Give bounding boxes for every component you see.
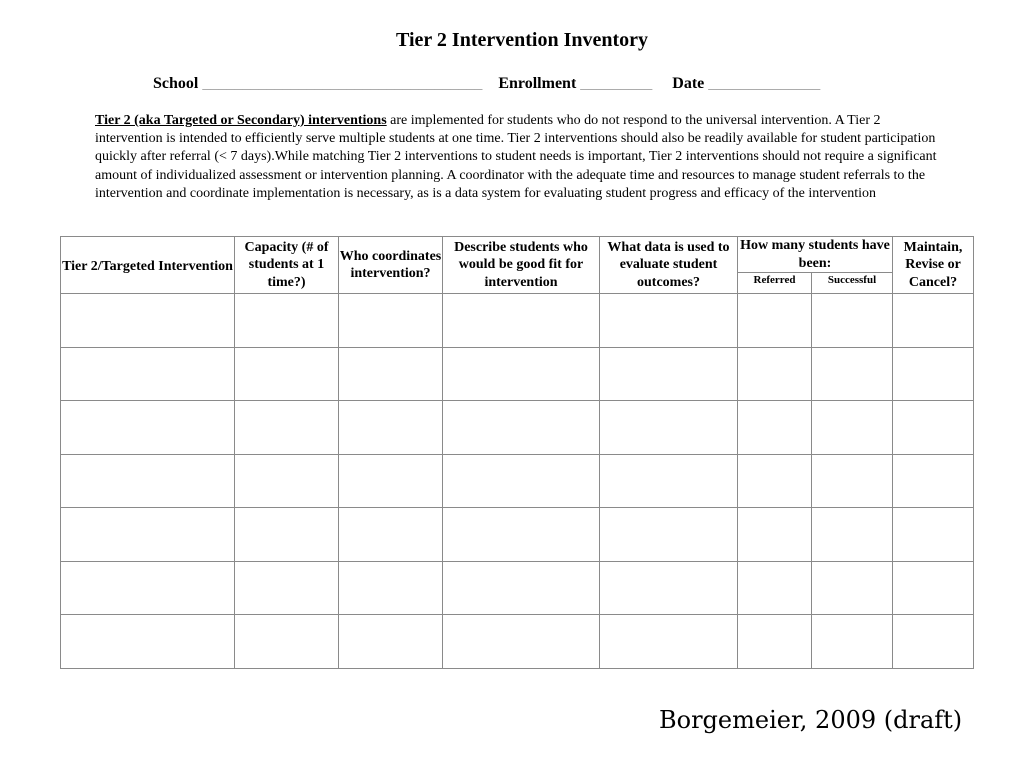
header-capacity: Capacity (# of students at 1 time?) xyxy=(235,237,339,294)
cell-maintain[interactable] xyxy=(893,347,974,401)
enrollment-label: Enrollment xyxy=(498,75,577,92)
cell-capacity[interactable] xyxy=(235,294,339,348)
cell-students[interactable] xyxy=(443,615,600,669)
table-row xyxy=(61,454,974,508)
cell-capacity[interactable] xyxy=(235,347,339,401)
cell-intervention[interactable] xyxy=(61,615,235,669)
table-body xyxy=(61,294,974,669)
cell-referred[interactable] xyxy=(738,508,812,562)
cell-students[interactable] xyxy=(443,401,600,455)
cell-referred[interactable] xyxy=(738,615,812,669)
table-row xyxy=(61,294,974,348)
header-successful: Successful xyxy=(812,273,893,294)
cell-referred[interactable] xyxy=(738,347,812,401)
header-data: What data is used to evaluate student outcomes? xyxy=(600,237,738,294)
cell-data[interactable] xyxy=(600,401,738,455)
cell-capacity[interactable] xyxy=(235,454,339,508)
cell-referred[interactable] xyxy=(738,401,812,455)
cell-students[interactable] xyxy=(443,347,600,401)
header-referred: Referred xyxy=(738,273,812,294)
cell-intervention[interactable] xyxy=(61,294,235,348)
header-coordinator: Who coordinates intervention? xyxy=(339,237,443,294)
cell-intervention[interactable] xyxy=(61,561,235,615)
cell-successful[interactable] xyxy=(812,508,893,562)
cell-successful[interactable] xyxy=(812,294,893,348)
cell-intervention[interactable] xyxy=(61,347,235,401)
cell-successful[interactable] xyxy=(812,347,893,401)
cell-referred[interactable] xyxy=(738,454,812,508)
page-title: Tier 2 Intervention Inventory xyxy=(395,29,649,51)
table-row xyxy=(61,508,974,562)
cell-capacity[interactable] xyxy=(235,615,339,669)
info-line xyxy=(153,75,820,93)
cell-data[interactable] xyxy=(600,347,738,401)
cell-data[interactable] xyxy=(600,508,738,562)
enrollment-blank[interactable]: _________ xyxy=(580,75,653,92)
school-label: School xyxy=(153,75,199,92)
header-students: Describe students who would be good fit for intervention xyxy=(443,237,600,294)
intro-text: are implemented for students who do not respond to the universal intervention. A Tier 2 intervention is intended to efficiently serve multiple students at one time. Tier 2 interventions should also be readily available for student participation quickly after referral (< 7 days).While matching Tier 2 interventions to student needs is important, Tier 2 interventions should not require a significant amount of individualized assessment or intervention planning. A coordinator with the adequate time and resources to manage student referrals to the intervention and coordinate implementation is necessary, as is a data system for evaluating student progress and efficacy of the intervention xyxy=(95,113,937,201)
cell-successful[interactable] xyxy=(812,615,893,669)
cell-students[interactable] xyxy=(443,454,600,508)
date-blank[interactable]: ______________ xyxy=(708,75,821,92)
cell-coordinator[interactable] xyxy=(339,454,443,508)
cell-intervention[interactable] xyxy=(61,401,235,455)
cell-successful[interactable] xyxy=(812,401,893,455)
cell-students[interactable] xyxy=(443,561,600,615)
cell-referred[interactable] xyxy=(738,561,812,615)
cell-referred[interactable] xyxy=(738,294,812,348)
cell-maintain[interactable] xyxy=(893,615,974,669)
cell-maintain[interactable] xyxy=(893,294,974,348)
cell-successful[interactable] xyxy=(812,454,893,508)
table-row xyxy=(61,615,974,669)
cell-maintain[interactable] xyxy=(893,401,974,455)
cell-data[interactable] xyxy=(600,454,738,508)
cell-capacity[interactable] xyxy=(235,561,339,615)
intro-lead: Tier 2 (aka Targeted or Secondary) interventions xyxy=(95,113,387,128)
date-label: Date xyxy=(672,75,705,92)
cell-data[interactable] xyxy=(600,615,738,669)
intro-paragraph xyxy=(95,112,945,203)
cell-coordinator[interactable] xyxy=(339,294,443,348)
cell-students[interactable] xyxy=(443,508,600,562)
cell-coordinator[interactable] xyxy=(339,615,443,669)
table-row xyxy=(61,347,974,401)
cell-students[interactable] xyxy=(443,294,600,348)
cell-coordinator[interactable] xyxy=(339,401,443,455)
cell-coordinator[interactable] xyxy=(339,508,443,562)
header-intervention: Tier 2/Targeted Intervention xyxy=(61,237,235,294)
cell-capacity[interactable] xyxy=(235,401,339,455)
cell-intervention[interactable] xyxy=(61,508,235,562)
cell-coordinator[interactable] xyxy=(339,561,443,615)
header-maintain: Maintain, Revise or Cancel? xyxy=(893,237,974,294)
cell-maintain[interactable] xyxy=(893,454,974,508)
table-row xyxy=(61,561,974,615)
cell-intervention[interactable] xyxy=(61,454,235,508)
footer-citation: Borgemeier, 2009 (draft) xyxy=(659,706,963,734)
cell-maintain[interactable] xyxy=(893,561,974,615)
cell-data[interactable] xyxy=(600,561,738,615)
cell-maintain[interactable] xyxy=(893,508,974,562)
cell-data[interactable] xyxy=(600,294,738,348)
header-how-many: How many students have been: xyxy=(738,237,893,273)
cell-coordinator[interactable] xyxy=(339,347,443,401)
intervention-table xyxy=(60,236,974,669)
cell-capacity[interactable] xyxy=(235,508,339,562)
school-blank[interactable]: ___________________________________ xyxy=(202,75,483,92)
cell-successful[interactable] xyxy=(812,561,893,615)
table-row xyxy=(61,401,974,455)
